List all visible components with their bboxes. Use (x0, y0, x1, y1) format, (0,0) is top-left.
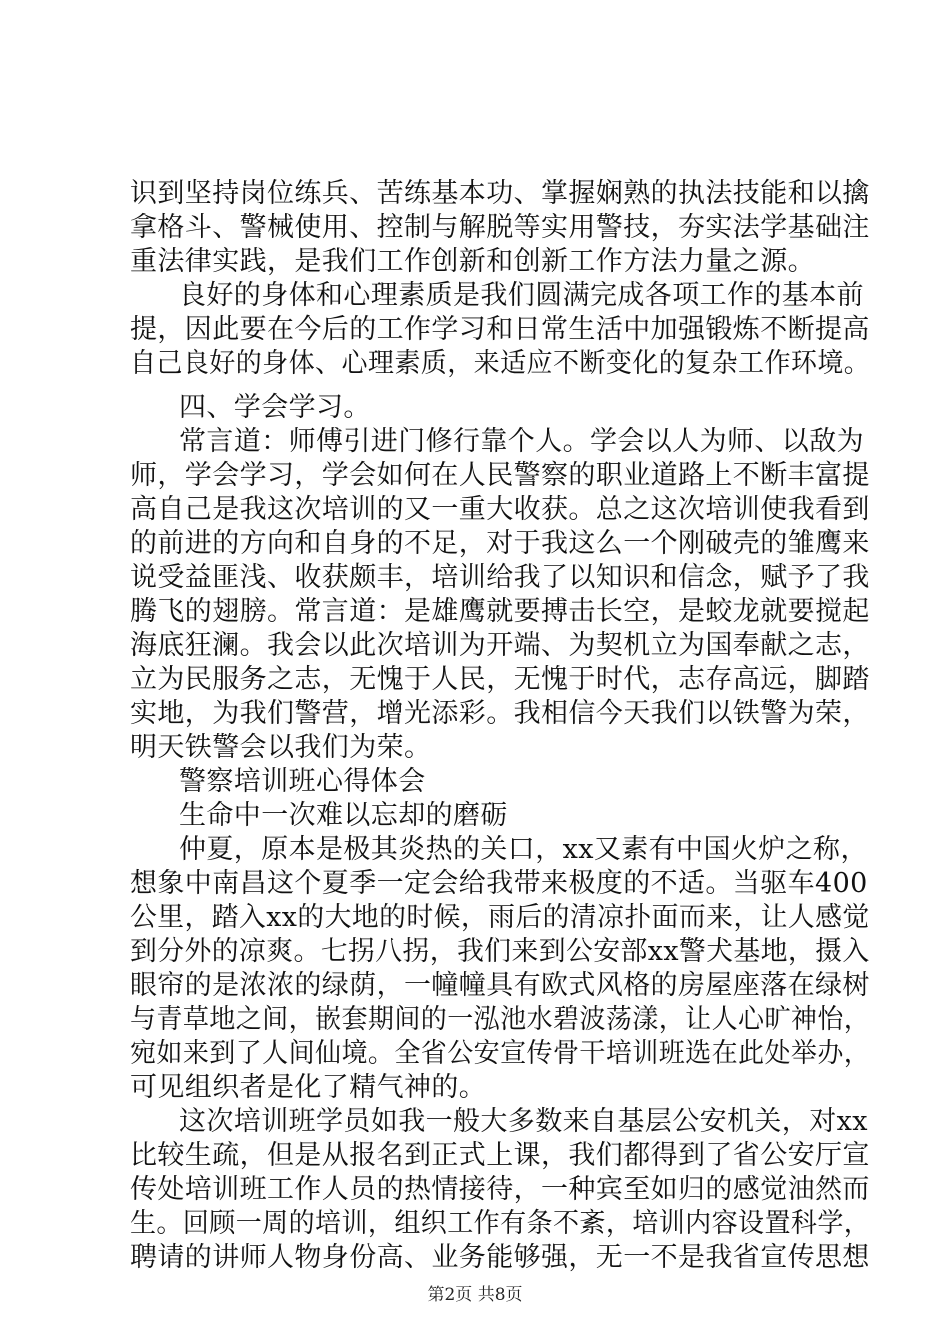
text-line: 的前进的方向和自身的不足，对于我这么一个刚破壳的雏鹰来 (130, 528, 870, 559)
text-line: 想象中南昌这个夏季一定会给我带来极度的不适。当驱车400 (130, 868, 868, 899)
text-line: 立为民服务之志，无愧于人民，无愧于时代，志存高远，脚踏 (130, 664, 870, 695)
text-line: 说受益匪浅、收获颇丰，培训给我了以知识和信念，赋予了我 (130, 562, 870, 593)
text-line: 明天铁警会以我们为荣。 (130, 732, 432, 763)
text-line: 高自己是我这次培训的又一重大收获。总之这次培训使我看到 (130, 494, 870, 525)
text-line: 与青草地之间，嵌套期间的一泓池水碧波荡漾，让人心旷神怡， (130, 1004, 871, 1035)
text-line: 自己良好的身体、心理素质，来适应不断变化的复杂工作环境。 (130, 348, 871, 379)
text-line: 宛如来到了人间仙境。全省公安宣传骨干培训班选在此处举办， (130, 1038, 871, 1069)
text-line: 生。回顾一周的培训，组织工作有条不紊，培训内容设置科学， (130, 1208, 871, 1239)
paragraph-first-line: 常言道：师傅引进门修行靠个人。学会以人为师、以敌为 (179, 426, 864, 457)
text-line: 实地，为我们警营，增光添彩。我相信今天我们以铁警为荣， (130, 698, 870, 729)
page-footer: 第2页 共8页 (427, 1285, 523, 1305)
section-heading: 四、学会学习。 (179, 392, 371, 423)
paragraph-first-line: 仲夏，原本是极其炎热的关口，xx又素有中国火炉之称， (179, 834, 868, 865)
text-line: 腾飞的翅膀。常言道：是雄鹰就要搏击长空，是蛟龙就要搅起 (130, 596, 870, 627)
text-line: 识到坚持岗位练兵、苦练基本功、掌握娴熟的执法技能和以擒 (130, 178, 870, 209)
text-line: 师，学会学习，学会如何在人民警察的职业道路上不断丰富提 (130, 460, 870, 491)
paragraph-first-line: 良好的身体和心理素质是我们圆满完成各项工作的基本前 (179, 280, 864, 311)
paragraph-first-line: 这次培训班学员如我一般大多数来自基层公安机关，对xx (179, 1106, 868, 1137)
text-line: 提，因此要在今后的工作学习和日常生活中加强锻炼不断提高 (130, 314, 870, 345)
text-line: 可见组织者是化了精气神的。 (130, 1072, 487, 1103)
text-line: 传处培训班工作人员的热情接待，一种宾至如归的感觉油然而 (130, 1174, 870, 1205)
text-line: 海底狂澜。我会以此次培训为开端、为契机立为国奉献之志， (130, 630, 870, 661)
text-line: 眼帘的是浓浓的绿荫，一幢幢具有欧式风格的房屋座落在绿树 (130, 970, 870, 1001)
text-line: 到分外的凉爽。七拐八拐，我们来到公安部xx警犬基地，摄入 (130, 936, 870, 967)
document-title: 警察培训班心得体会 (179, 766, 426, 797)
text-line: 拿格斗、警械使用、控制与解脱等实用警技，夯实法学基础注 (130, 212, 870, 243)
text-line: 比较生疏，但是从报名到正式上课，我们都得到了省公安厅宣 (130, 1140, 870, 1171)
text-line: 聘请的讲师人物身份高、业务能够强，无一不是我省宣传思想 (130, 1242, 870, 1273)
text-line: 公里，踏入xx的大地的时候，雨后的清凉扑面而来，让人感觉 (130, 902, 870, 933)
document-subtitle: 生命中一次难以忘却的磨砺 (179, 800, 508, 831)
text-line: 重法律实践，是我们工作创新和创新工作方法力量之源。 (130, 246, 815, 277)
